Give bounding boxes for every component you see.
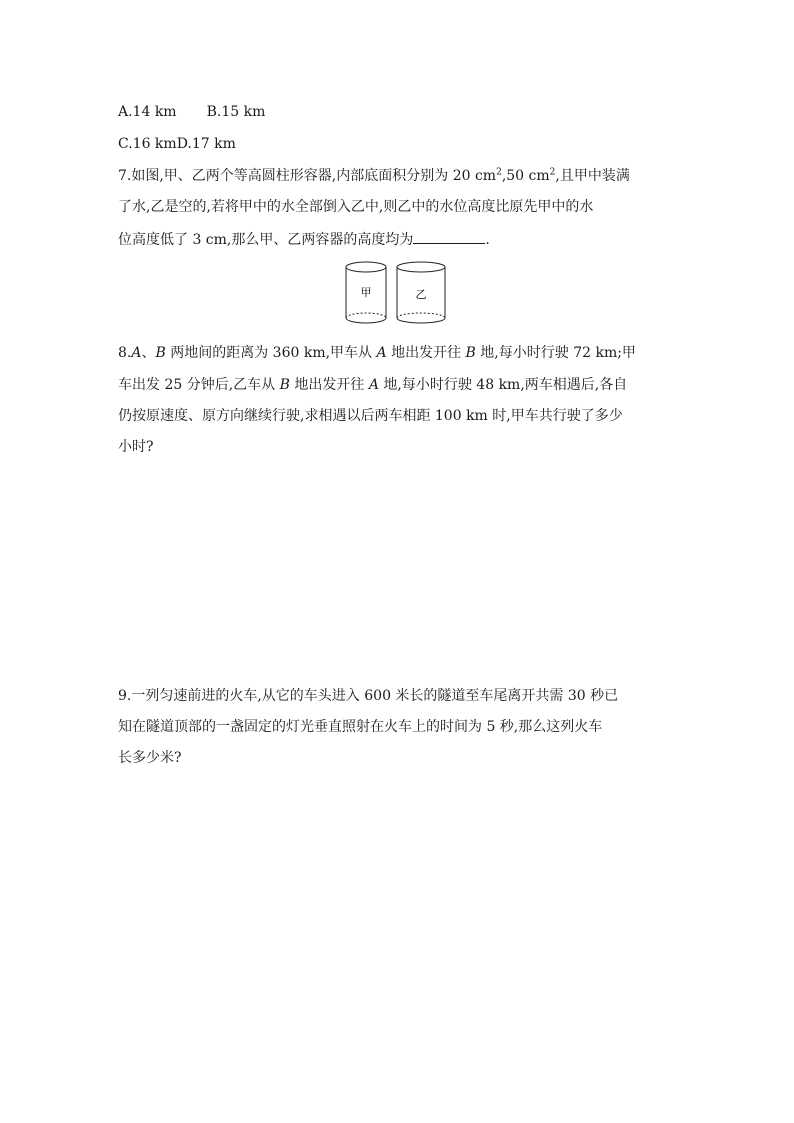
q8-text: 仍按原速度、原方向继续行驶,求相遇以后两车相距 100 km 时,甲车共行驶了多少 [118, 408, 623, 424]
cylinder-yi-label: 乙 [415, 288, 427, 301]
q9-text: 知在隧道顶部的一盏固定的灯光垂直照射在火车上的时间为 5 秒,那么这列火车 [118, 719, 603, 735]
point-a: A [376, 345, 387, 361]
q6-options-row-2 [118, 135, 236, 153]
point-b: B [279, 377, 290, 393]
q8-line-3 [118, 407, 623, 425]
q6-options-row-1 [118, 103, 265, 121]
q8-text: 小时? [118, 439, 154, 455]
q9-line-2 [118, 718, 602, 736]
q7-text: ,且甲中装满 [555, 168, 630, 184]
q6-option-a: A.14 km [118, 104, 177, 120]
q8-text: 地出发开往 [289, 377, 369, 393]
q8-text: 地,每小时行驶 48 km,两车相遇后,各自 [378, 377, 628, 393]
q7-text: ,50 cm [501, 168, 550, 184]
q6-option-c: C.16 km [118, 136, 177, 152]
q9-line-3 [118, 749, 182, 767]
q9-text: 长多少米? [118, 750, 182, 766]
point-b: B [155, 345, 166, 361]
q8-text: 车出发 25 分钟后,乙车从 [118, 377, 280, 393]
q7-text: 7.如图,甲、乙两个等高圆柱形容器,内部底面积分别为 20 cm [118, 168, 497, 184]
q8-number: 8. [118, 345, 132, 361]
q6-option-d: D.17 km [176, 136, 236, 152]
q7-text: 位高度低了 3 cm,那么甲、乙两容器的高度均为 [118, 232, 414, 248]
q9-text: 9.一列匀速前进的火车,从它的车头进入 600 米长的隧道至车尾离开共需 30 秒已 [118, 688, 619, 704]
q8-text: 两地间的距离为 360 km,甲车从 [165, 345, 377, 361]
q7-line-3 [118, 229, 490, 249]
q8-line-4 [118, 438, 154, 456]
q9-line-1 [118, 687, 618, 705]
superscript: 2 [549, 167, 556, 178]
q8-text: 地,每小时行驶 72 km;甲 [475, 345, 636, 361]
point-a: A [131, 345, 142, 361]
q8-text: 地出发开往 [386, 345, 466, 361]
q6-option-b: B.15 km [206, 104, 266, 120]
cylinders-figure [340, 258, 454, 330]
q8-text: 、 [141, 345, 156, 361]
q7-line-2 [118, 198, 593, 216]
q8-line-2 [118, 376, 627, 394]
superscript: 2 [496, 167, 502, 178]
point-b: B [465, 345, 476, 361]
point-a: A [368, 377, 379, 393]
cylinder-jia-label: 甲 [360, 286, 372, 299]
q7-text: . [485, 232, 490, 248]
q8-line-1 [118, 344, 636, 362]
q7-text: 了水,乙是空的,若将甲中的水全部倒入乙中,则乙中的水位高度比原先甲中的水 [118, 199, 594, 215]
q7-line-1 [118, 167, 630, 185]
answer-blank[interactable] [413, 229, 485, 244]
